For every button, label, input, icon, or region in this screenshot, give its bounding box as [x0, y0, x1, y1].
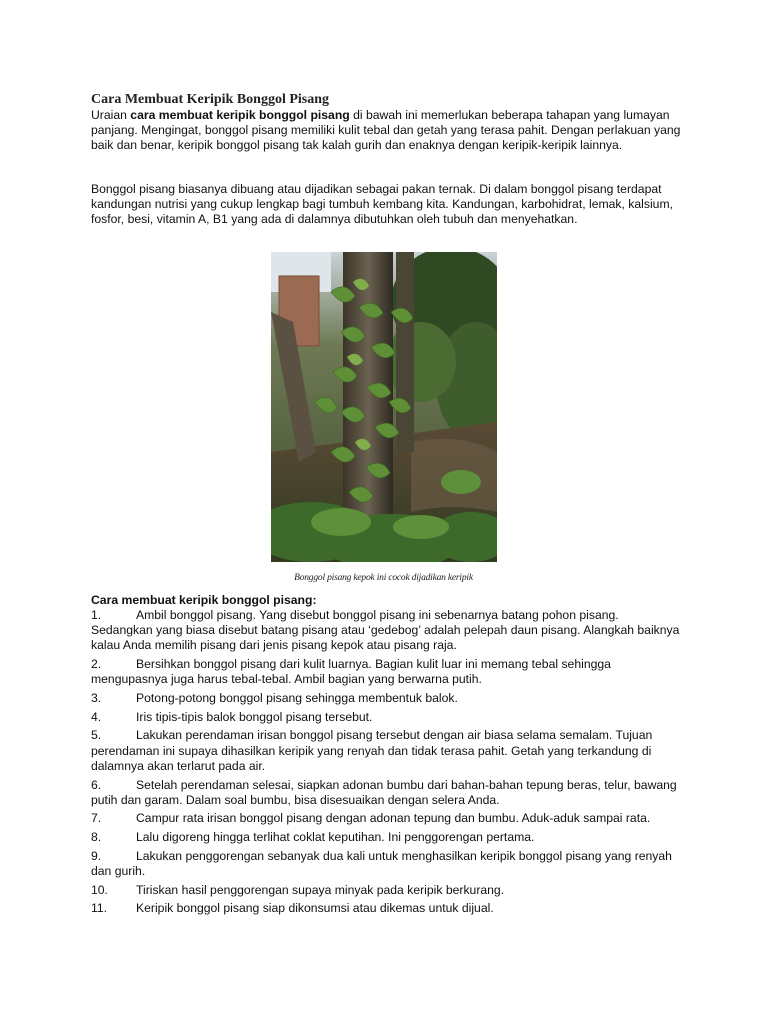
- step-text: Lakukan perendaman irisan bonggol pisang tersebut dengan air biasa selama semalam. Tujuan perendaman ini supaya dihasilkan keripik yang renyah dan tidak terasa pahit. Getah yang terkandung di dalamnya akan terlarut pada air.: [91, 728, 653, 773]
- step-number: 7.: [91, 811, 102, 826]
- step-item: [91, 691, 681, 706]
- intro-paragraph: [91, 108, 688, 154]
- step-number: 8.: [91, 830, 102, 845]
- intro-rest: di bawah ini memerlukan beberapa tahapan yang lumayan panjang. Mengingat, bonggol pisang memiliki kulit tebal dan getah yang terasa pahit. Dengan perlakuan yang baik dan benar, keripik bonggol pisang tak kalah gurih dan enaknya dengan keripik-keripik lainnya.: [91, 108, 681, 153]
- step-item: [91, 849, 681, 879]
- step-number: 11.: [91, 901, 108, 916]
- step-text: Keripik bonggol pisang siap dikonsumsi atau dikemas untuk dijual.: [136, 901, 494, 916]
- steps-heading: Cara membuat keripik bonggol pisang:: [91, 593, 317, 607]
- image-caption: Bonggol pisang kepok ini cocok dijadikan keripik: [294, 573, 473, 583]
- step-number: 1.: [91, 608, 102, 622]
- step-item: [91, 901, 681, 916]
- step-number: 9.: [91, 848, 102, 863]
- nutrition-paragraph: Bonggol pisang biasanya dibuang atau dijadikan sebagai pakan ternak. Di dalam bonggol pisang terdapat kandungan nutrisi yang cukup lengkap bagi tumbuh kembang kita. Kandungan, karbohidrat, lemak, kalsium, fosfor, besi, vitamin A, B1 yang ada di dalamnya dibutuhkan oleh tubuh dan menyehatkan.: [91, 181, 673, 227]
- banana-stump-photo: [271, 252, 497, 562]
- steps-list: [91, 608, 681, 917]
- step-text: Tiriskan hasil penggorengan supaya minyak pada keripik berkurang.: [136, 882, 505, 897]
- step-text: Lakukan penggorengan sebanyak dua kali untuk menghasilkan keripik bonggol pisang yang renyah dan gurih.: [91, 848, 672, 879]
- step-text: Potong-potong bonggol pisang sehingga membentuk balok.: [136, 691, 458, 706]
- step-text: Setelah perendaman selesai, siapkan adonan bumbu dari bahan-bahan tepung beras, telur, bawang putih dan garam. Dalam soal bumbu, bisa disesuaikan dengan selera Anda.: [91, 777, 677, 807]
- step-item: [91, 883, 681, 898]
- step-item: [91, 710, 681, 725]
- photo-illustration: [271, 252, 497, 562]
- step-item: [91, 608, 681, 654]
- document-title: Cara Membuat Keripik Bonggol Pisang: [91, 92, 330, 107]
- step-item: [91, 811, 681, 826]
- step-item: [91, 778, 681, 808]
- step-item: [91, 657, 681, 687]
- step-number: 10.: [91, 882, 108, 897]
- step-text: Lalu digoreng hingga terlihat coklat keputihan. Ini penggorengan pertama.: [136, 830, 535, 845]
- intro-prefix: Uraian: [91, 108, 131, 122]
- step-number: 6.: [91, 777, 102, 792]
- step-text: Campur rata irisan bonggol pisang dengan adonan tepung dan bumbu. Aduk-aduk sampai rata.: [136, 811, 651, 826]
- intro-bold-phrase: cara membuat keripik bonggol pisang: [130, 108, 350, 122]
- step-text: Iris tipis-tipis balok bonggol pisang tersebut.: [136, 709, 373, 724]
- step-number: 2.: [91, 657, 102, 672]
- step-item: [91, 728, 681, 774]
- step-item: [91, 830, 681, 845]
- step-text: Bersihkan bonggol pisang dari kulit luarnya. Bagian kulit luar ini memang tebal sehingga mengupasnya juga harus tebal-tebal. Ambil bagian yang berwarna putih.: [91, 657, 611, 687]
- step-number: 3.: [91, 691, 102, 706]
- step-text: Ambil bonggol pisang. Yang disebut bonggol pisang ini sebenarnya batang pohon pisang. Sedangkan yang biasa disebut batang pisang atau ‘gedebog’ adalah pelepah daun pisang. Alangkah baiknya kalau Anda memilih pisang dari jenis pisang kepok atau pisang raja.: [91, 608, 680, 653]
- step-number: 4.: [91, 709, 102, 724]
- steps-section: [91, 593, 681, 920]
- step-number: 5.: [91, 728, 102, 743]
